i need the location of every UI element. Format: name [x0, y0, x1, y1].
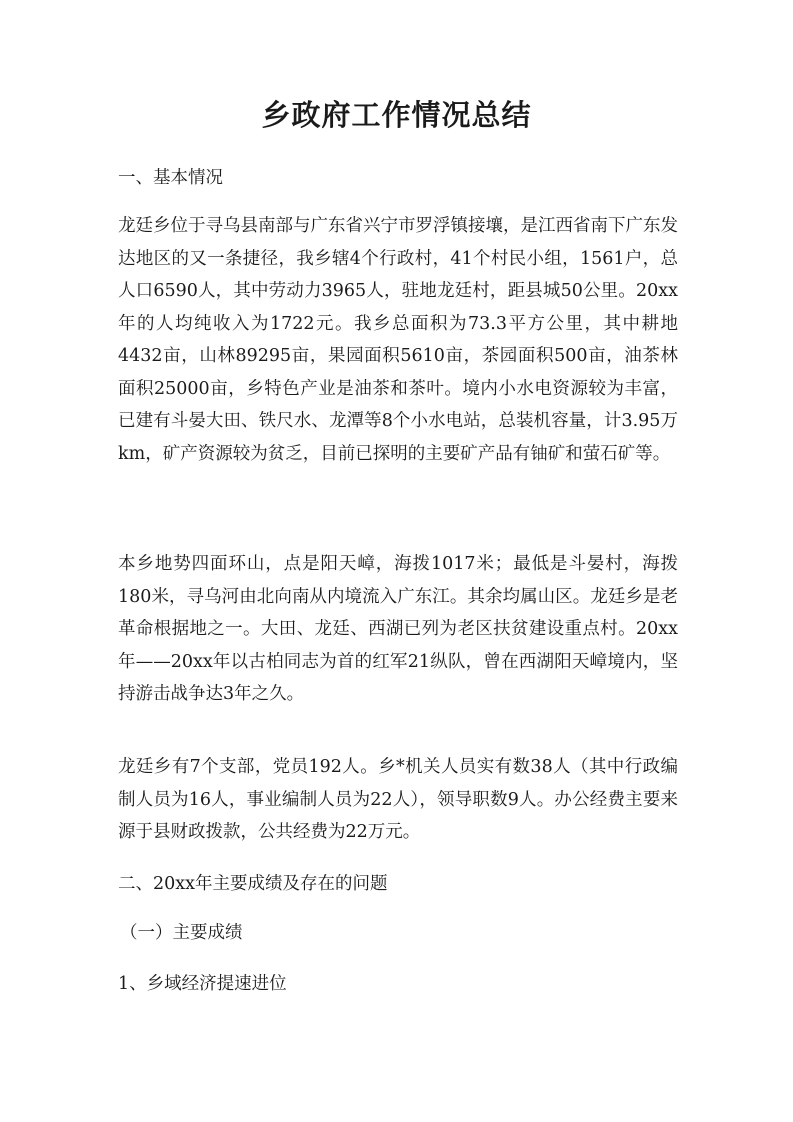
paragraph-overview: 龙廷乡位于寻乌县南部与广东省兴宁市罗浮镇接壤，是江西省南下广东发达地区的又一条捷径，我乡辖4个行政村，41个村民小组，1561户，总人口6590人，其中劳动力3965人，驻地龙廷村，距县城50公里。20xx年的人均纯收入为1722元。我乡总面积为73.3平方公里，其中耕地4432亩，山林89295亩，果园面积5610亩，茶园面积500亩，油茶林面积25000亩，乡特色产业是油茶和茶叶。境内小水电资源较为丰富，已建有斗晏大田、铁尺水、龙潭等8个小水电站，总装机容量，计3.95万km，矿产资源较为贫乏，目前已探明的主要矿产品有铀矿和萤石矿等。	[118, 216, 678, 464]
paragraph-organization: 龙廷乡有7个支部，党员192人。乡*机关人员实有数38人（其中行政编制人员为16人，事业编制人员为22人），领导职数9人。办公经费主要来源于县财政拨款，公共经费为22万元。	[118, 757, 678, 842]
section-heading-achievements: 二、20xx年主要成绩及存在的问题	[118, 874, 388, 894]
document-title: 乡政府工作情况总结	[261, 98, 532, 132]
subsection-heading-main-achievements: （一）主要成绩	[120, 923, 243, 943]
paragraph-terrain-history: 本乡地势四面环山，点是阳天嶂，海拨1017米；最低是斗晏村，海拨180米，寻乌河由北向南从内境流入广东江。其余均属山区。龙廷乡是老革命根据地之一。大田、龙廷、西湖已列为老区扶贫建设重点村。20xx年——20xx年以古柏同志为首的红军21纵队，曾在西湖阳天嶂境内，坚持游击战争达3年之久。	[118, 554, 678, 704]
section-heading-basic-info: 一、基本情况	[118, 168, 223, 188]
item-heading-economy: 1、乡域经济提速进位	[118, 974, 287, 994]
